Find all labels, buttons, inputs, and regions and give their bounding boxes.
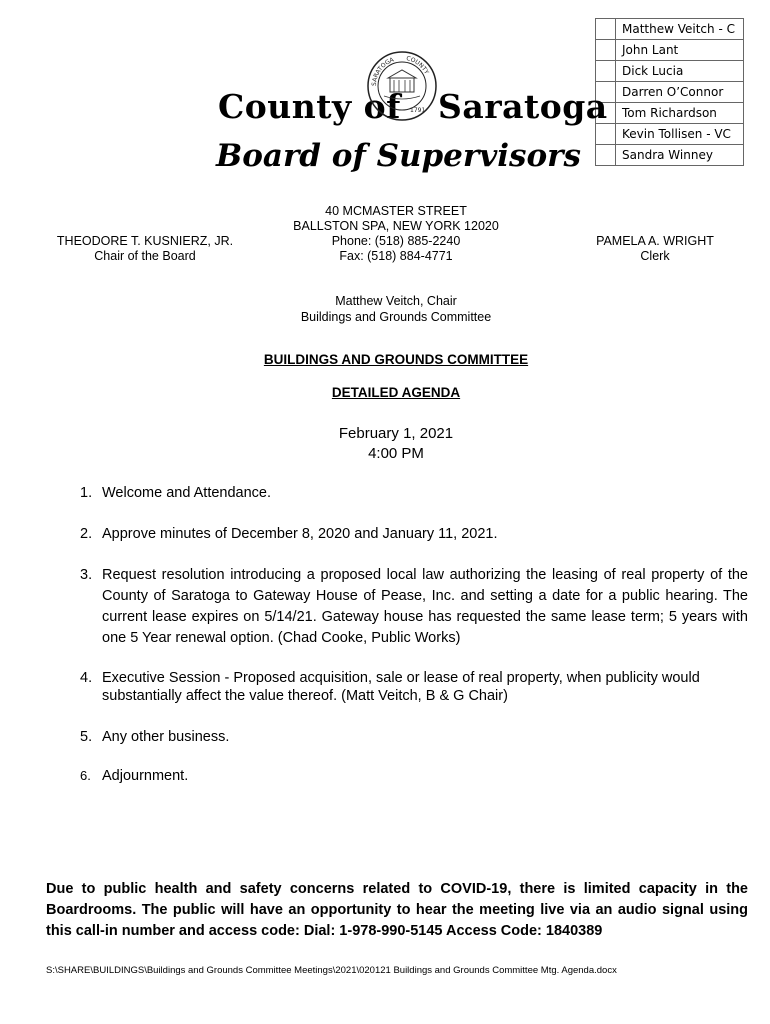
meeting-time: 4:00 PM [368,445,424,462]
agenda-item-number: 4. [80,670,93,686]
agenda-item-text: Any other business. [102,729,230,745]
attendance-name: Kevin Tollisen - VC [616,124,744,145]
attendance-name: Darren O’Connor [616,82,744,103]
attendance-checkbox[interactable] [596,145,616,166]
file-path-footer: S:\SHARE\BUILDINGS\Buildings and Grounds Committee Meetings\2021\020121 Buildings and Grounds Committee Mtg. Agenda.docx [46,965,617,976]
agenda-item [78,669,748,705]
agenda-item-text: Executive Session - Proposed acquisition, sale or lease of real property, when publicity would substantially affect the value thereof. (Matt Veitch, B & G Chair) [102,670,700,704]
agenda-item-number: 3. [80,567,93,583]
attendance-name: Tom Richardson [616,103,744,124]
agenda-item-text: Adjournment. [102,768,189,784]
agenda-item-text: Request resolution introducing a proposed local law authorizing the leasing of real property of the County of Saratoga to Gateway House of Pease, Inc. and setting a date for a public hearing. The current lease expires on 5/14/21. Gateway house has requested the same lease term; 5 years with one 5 Year renewal option. (Chad Cooke, Public Works) [102,567,748,646]
address-block [270,204,522,264]
attendance-row [596,82,744,103]
county-title-left: County of [218,87,401,126]
board-title: Board of Supervisors [216,138,581,174]
agenda-item [78,524,748,544]
agenda-item-number: 1. [80,485,93,501]
address-city: BALLSTON SPA, NEW YORK 12020 [293,219,499,233]
attendance-row [596,145,744,166]
clerk-title: Clerk [640,249,670,263]
seal-year: 1791 [410,107,426,114]
committee-chair-block [270,293,522,325]
agenda-item [78,766,748,786]
chair-title: Chair of the Board [94,249,196,263]
attendance-checkbox[interactable] [596,124,616,145]
attendance-row [596,19,744,40]
agenda-item-number: 6. [80,768,91,783]
attendance-row [596,124,744,145]
county-title-right: Saratoga [438,87,608,126]
agenda-item-number: 2. [80,526,93,542]
county-seal-icon [366,50,438,122]
meeting-datetime [270,424,522,464]
agenda-item-text: Welcome and Attendance. [102,485,272,501]
attendance-row [596,61,744,82]
attendance-row [596,103,744,124]
meeting-date: February 1, 2021 [338,425,454,442]
attendance-checkbox[interactable] [596,61,616,82]
agenda-item [78,483,748,503]
attendance-name: John Lant [616,40,744,61]
agenda-item [78,565,748,649]
committee-heading: BUILDINGS AND GROUNDS COMMITTEE [263,352,529,367]
clerk-name: PAMELA A. WRIGHT [596,234,714,248]
attendance-table [595,18,744,166]
agenda-list [78,483,748,786]
clerk-block [580,234,730,264]
attendance-checkbox[interactable] [596,19,616,40]
attendance-row [596,40,744,61]
attendance-name: Dick Lucia [616,61,744,82]
chair-name: THEODORE T. KUSNIERZ, JR. [56,234,234,248]
attendance-checkbox[interactable] [596,40,616,61]
address-fax: Fax: (518) 884-4771 [339,249,453,263]
agenda-item-number: 5. [80,729,93,745]
chair-block [50,234,240,264]
seal-text-right: COUNTY [405,55,430,76]
agenda-heading: DETAILED AGENDA [331,385,461,400]
committee-chair-name: Matthew Veitch, Chair [335,294,457,308]
seal-text-top: SARATOGA [370,56,395,87]
svg-text:COUNTY [405,55,430,76]
attendance-name: Matthew Veitch - C [616,19,744,40]
address-street: 40 MCMASTER STREET [325,204,467,218]
covid-notice: Due to public health and safety concerns related to COVID-19, there is limited capacity in the Boardrooms. The public will have an opportunity to hear the meeting live via an audio signal using this call-in number and access code: Dial: 1-978-990-5145 Access Code: 1840389 [46,881,748,939]
agenda-item-text: Approve minutes of December 8, 2020 and January 11, 2021. [102,526,498,542]
agenda-item [78,727,748,747]
attendance-name: Sandra Winney [616,145,744,166]
address-phone: Phone: (518) 885-2240 [331,234,461,248]
committee-name: Buildings and Grounds Committee [300,310,492,324]
